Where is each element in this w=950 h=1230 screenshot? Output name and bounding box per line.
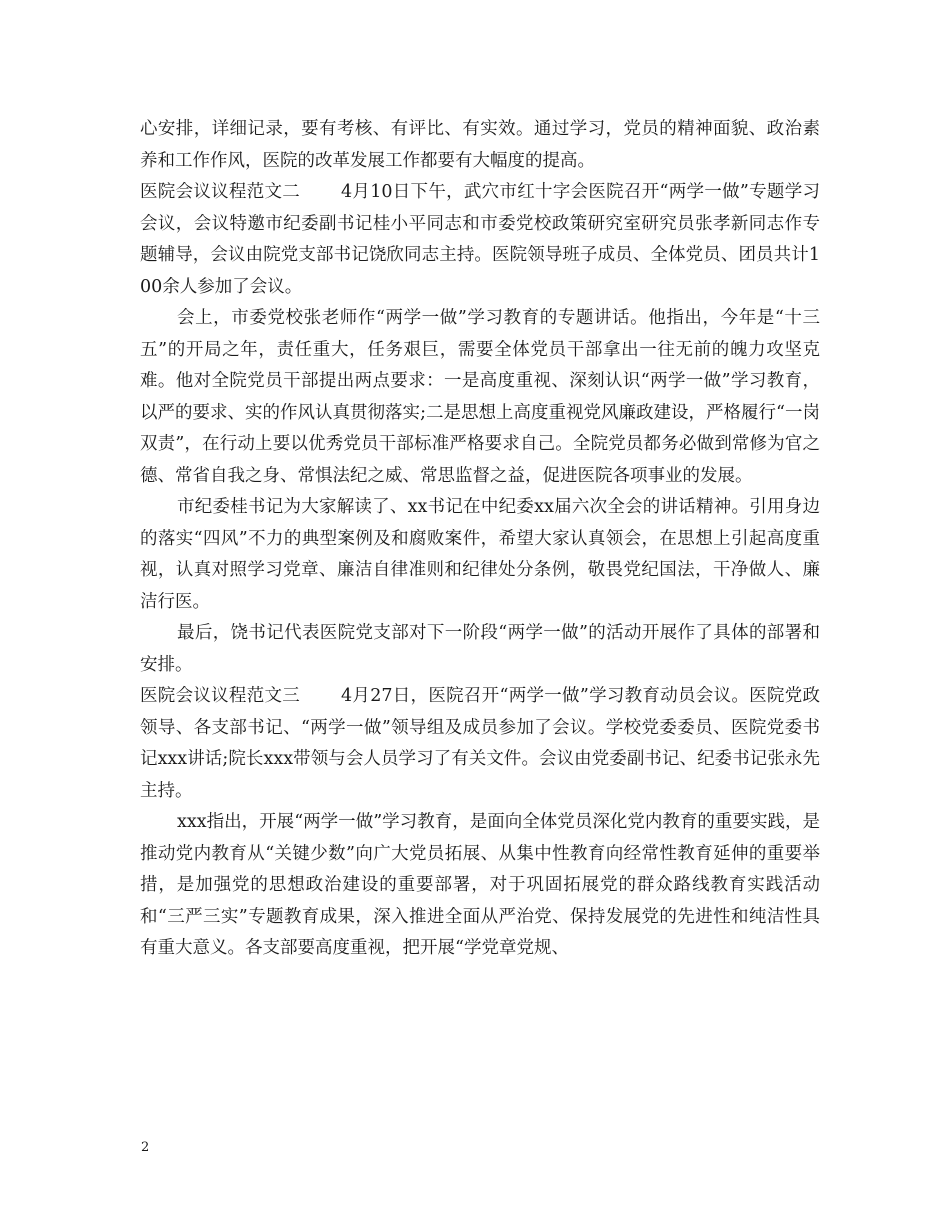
- paragraph-discipline: 市纪委桂书记为大家解读了、xx书记在中纪委xx届六次全会的讲话精神。引用身边的落实“四风”不力的典型案例及和腐败案件，希望大家认真领会，在思想上引起高度重视，认真对照学习党章、廉洁自律准则和纪律处分条例，敬畏党纪国法，干净做人、廉洁行医。: [140, 497, 820, 612]
- paragraph-continuation: 心安排，详细记录，要有考核、有评比、有实效。通过学习，党员的精神面貌、政治素养和工作作风，医院的改革发展工作都要有大幅度的提高。: [140, 119, 820, 171]
- paragraph-sample-three: 医院会议议程范文三 4月27日，医院召开“两学一做”学习教育动员会议。医院党政领导、各支部书记、“两学一做”领导组及成员参加了会议。学校党委委员、医院党委书记xxx讲话;院长xxx带领与会人员学习了有关文件。会议由党委副书记、纪委书记张永先主持。: [140, 686, 820, 801]
- document-body: [140, 114, 820, 965]
- paragraph-lecture: 会上，市委党校张老师作“两学一做”学习教育的专题讲话。他指出，今年是“十三五”的开局之年，责任重大，任务艰巨，需要全体党员干部拿出一往无前的魄力攻坚克难。他对全院党员干部提出两点要求：一是高度重视、深刻认识“两学一做”学习教育，以严的要求、实的作风认真贯彻落实;二是思想上高度重视党风廉政建设，严格履行“一岗双责”，在行动上要以优秀党员干部标准严格要求自己。全院党员都务必做到常修为官之德、常省自我之身、常惧法纪之威、常思监督之益，促进医院各项事业的发展。: [140, 308, 820, 486]
- paragraph-closing: 最后，饶书记代表医院党支部对下一阶段“两学一做”的活动开展作了具体的部署和安排。: [140, 623, 820, 675]
- paragraph-significance: xxx指出，开展“两学一做”学习教育，是面向全体党员深化党内教育的重要实践，是推动党内教育从“关键少数”向广大党员拓展、从集中性教育向经常性教育延伸的重要举措，是加强党的思想政治建设的重要部署，对于巩固拓展党的群众路线教育实践活动和“三严三实”专题教育成果，深入推进全面从严治党、保持发展党的先进性和纯洁性具有重大意义。各支部要高度重视，把开展“学党章党规、: [140, 812, 820, 958]
- paragraph-sample-two: 医院会议议程范文二 4月10日下午，武穴市红十字会医院召开“两学一做”专题学习会议，会议特邀市纪委副书记桂小平同志和市委党校政策研究室研究员张孝新同志作专题辅导，会议由院党支部书记饶欣同志主持。医院领导班子成员、全体党员、团员共计100余人参加了会议。: [140, 182, 820, 297]
- page-number: 2: [141, 1140, 150, 1155]
